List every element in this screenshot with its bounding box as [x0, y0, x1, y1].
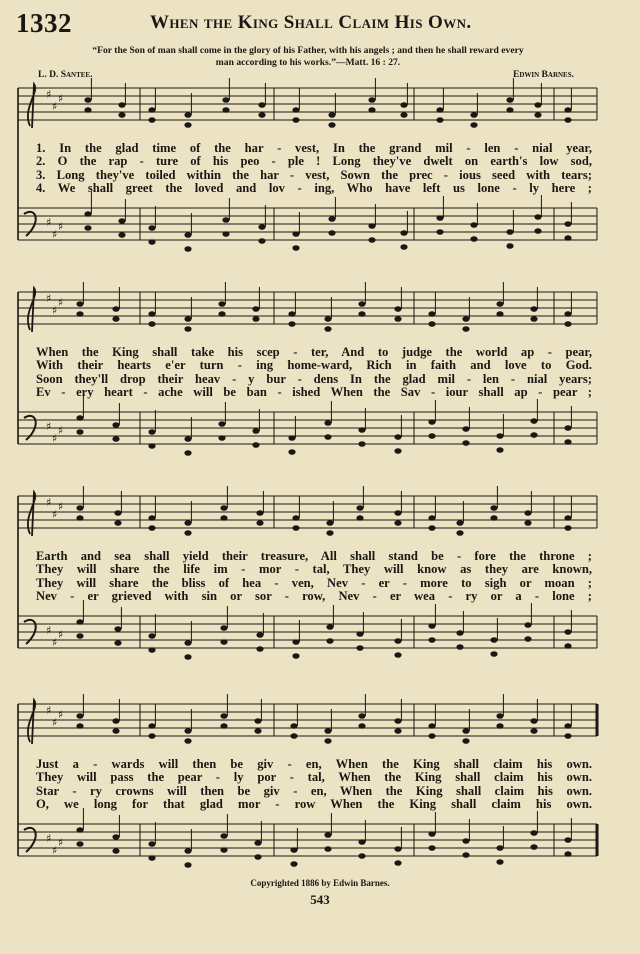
note-head: [326, 638, 333, 644]
note-head: [76, 827, 83, 833]
sharp-icon: ♯: [46, 292, 52, 305]
note-head: [524, 520, 531, 526]
note-head: [148, 107, 155, 113]
note-head: [114, 510, 121, 516]
note-head: [394, 652, 401, 658]
note-head: [258, 102, 265, 108]
note-head: [324, 728, 331, 734]
note-head: [328, 230, 335, 236]
note-head: [400, 102, 407, 108]
note-head: [148, 225, 155, 231]
note-head: [76, 311, 83, 317]
note-head: [358, 713, 365, 719]
note-head: [324, 846, 331, 852]
note-head: [534, 214, 541, 220]
lyrics-system-1: [36, 142, 592, 196]
sharp-icon: ♯: [58, 92, 64, 105]
note-head: [506, 229, 513, 235]
note-head: [76, 415, 83, 421]
note-head: [524, 510, 531, 516]
sharp-icon: ♯: [58, 424, 64, 437]
note-head: [564, 629, 571, 635]
note-head: [564, 837, 571, 843]
note-head: [292, 107, 299, 113]
note-head: [564, 321, 571, 327]
note-head: [326, 624, 333, 630]
note-head: [394, 638, 401, 644]
sharp-icon: ♯: [52, 432, 58, 445]
note-head: [564, 235, 571, 241]
note-head: [254, 854, 261, 860]
note-head: [530, 728, 537, 734]
note-head: [112, 834, 119, 840]
note-head: [506, 97, 513, 103]
sharp-icon: ♯: [52, 508, 58, 521]
note-head: [506, 107, 513, 113]
note-head: [462, 426, 469, 432]
note-head: [114, 626, 121, 632]
note-head: [530, 432, 537, 438]
lyric-line: When the King shall take his scep - ter, And to judge the world ap - pear,: [36, 346, 592, 359]
lyric-line: Nev - er grieved with sin or sor - row, Nev - er wea - ry or a - lone ;: [36, 590, 592, 604]
note-head: [252, 442, 259, 448]
note-head: [258, 112, 265, 118]
note-head: [290, 861, 297, 867]
note-head: [428, 433, 435, 439]
note-head: [184, 520, 191, 526]
note-head: [222, 107, 229, 113]
note-head: [184, 436, 191, 442]
note-head: [76, 619, 83, 625]
note-head: [358, 301, 365, 307]
note-head: [256, 520, 263, 526]
note-head: [148, 515, 155, 521]
note-head: [462, 440, 469, 446]
note-head: [148, 117, 155, 123]
note-head: [292, 653, 299, 659]
note-head: [84, 97, 91, 103]
note-head: [496, 723, 503, 729]
note-head: [356, 631, 363, 637]
note-head: [462, 728, 469, 734]
note-head: [462, 838, 469, 844]
note-head: [220, 833, 227, 839]
lyric-line: They will share the bliss of hea - ven, Nev - er - more to sigh or moan ;: [36, 576, 592, 590]
note-head: [428, 637, 435, 643]
lyric-line: 2. O the rap - ture of his peo - ple ! Long they've dwelt on earth's low sod,: [36, 155, 592, 169]
note-head: [112, 316, 119, 322]
note-head: [290, 733, 297, 739]
note-head: [184, 112, 191, 118]
note-head: [76, 429, 83, 435]
note-head: [148, 311, 155, 317]
note-head: [358, 427, 365, 433]
note-head: [428, 515, 435, 521]
note-head: [462, 326, 469, 332]
note-head: [394, 520, 401, 526]
epigraph-line-2: man according to his works.”—Matt. 16 : 27.: [215, 57, 401, 68]
note-head: [564, 643, 571, 649]
note-head: [288, 311, 295, 317]
note-head: [148, 321, 155, 327]
sharp-icon: ♯: [58, 628, 64, 641]
copyright-notice: Copyrighted 1886 by Edwin Barnes.: [250, 878, 390, 888]
note-head: [288, 321, 295, 327]
note-head: [220, 639, 227, 645]
note-head: [252, 316, 259, 322]
note-head: [496, 301, 503, 307]
note-head: [358, 839, 365, 845]
note-head: [76, 515, 83, 521]
note-head: [252, 306, 259, 312]
note-head: [112, 422, 119, 428]
note-head: [428, 623, 435, 629]
note-head: [394, 448, 401, 454]
lyricist-credit: L. D. Santee.: [38, 70, 93, 80]
note-head: [428, 733, 435, 739]
note-head: [76, 723, 83, 729]
sharp-icon: ♯: [58, 220, 64, 233]
hymn-number: 1332: [16, 8, 72, 38]
note-head: [456, 630, 463, 636]
note-head: [470, 112, 477, 118]
note-head: [84, 107, 91, 113]
sharp-icon: ♯: [58, 708, 64, 721]
note-head: [470, 222, 477, 228]
note-head: [220, 505, 227, 511]
note-head: [112, 848, 119, 854]
note-head: [220, 713, 227, 719]
note-head: [534, 112, 541, 118]
note-head: [496, 311, 503, 317]
sharp-icon: ♯: [46, 832, 52, 845]
note-head: [148, 239, 155, 245]
lyric-line: Just a - wards will then be giv - en, When the King shall claim his own.: [36, 758, 592, 771]
lyric-line: O, we long for that glad mor - row When the King shall claim his own.: [36, 798, 592, 812]
note-head: [148, 733, 155, 739]
note-head: [394, 316, 401, 322]
note-head: [184, 738, 191, 744]
treble-clef-icon: [28, 700, 35, 744]
note-head: [184, 450, 191, 456]
note-head: [530, 718, 537, 724]
note-head: [292, 231, 299, 237]
note-head: [368, 97, 375, 103]
lyric-line: Soon they'll drop their heav - y bur - dens In the glad mil - len - nial years;: [36, 372, 592, 386]
note-head: [524, 636, 531, 642]
note-head: [564, 733, 571, 739]
note-head: [428, 419, 435, 425]
note-head: [456, 644, 463, 650]
note-head: [496, 845, 503, 851]
epigraph-line-1: “For the Son of man shall come in the glory of his Father, with his angels ; and then he shall reward every: [92, 45, 524, 56]
note-head: [400, 230, 407, 236]
note-head: [462, 852, 469, 858]
composer-credit: Edwin Barnes.: [513, 70, 574, 80]
sharp-icon: ♯: [52, 716, 58, 729]
note-head: [436, 229, 443, 235]
note-head: [324, 434, 331, 440]
note-head: [218, 435, 225, 441]
note-head: [394, 728, 401, 734]
note-head: [490, 515, 497, 521]
note-head: [368, 107, 375, 113]
note-head: [428, 525, 435, 531]
sharp-icon: ♯: [46, 624, 52, 637]
note-head: [394, 306, 401, 312]
note-head: [496, 433, 503, 439]
note-head: [256, 510, 263, 516]
sharp-icon: ♯: [58, 500, 64, 513]
note-head: [76, 841, 83, 847]
treble-clef-icon: [28, 288, 35, 332]
note-head: [184, 316, 191, 322]
note-head: [76, 633, 83, 639]
note-head: [436, 215, 443, 221]
note-head: [428, 845, 435, 851]
note-head: [254, 840, 261, 846]
note-head: [84, 225, 91, 231]
note-head: [356, 515, 363, 521]
sharp-icon: ♯: [52, 100, 58, 113]
note-head: [534, 228, 541, 234]
note-head: [148, 429, 155, 435]
note-head: [324, 316, 331, 322]
sharp-icon: ♯: [46, 496, 52, 509]
note-head: [470, 122, 477, 128]
note-head: [222, 97, 229, 103]
lyric-line: Star - ry crowns will then be giv - en, When the King shall claim his own.: [36, 784, 592, 798]
note-head: [148, 855, 155, 861]
note-head: [534, 102, 541, 108]
note-head: [328, 216, 335, 222]
note-head: [292, 525, 299, 531]
note-head: [530, 830, 537, 836]
note-head: [496, 447, 503, 453]
treble-clef-icon: [28, 84, 35, 128]
lyric-line: With their hearts e'er turn - ing home-ward, Rich in faith and love to God.: [36, 359, 592, 373]
note-head: [456, 530, 463, 536]
note-head: [506, 243, 513, 249]
note-head: [258, 238, 265, 244]
note-head: [218, 421, 225, 427]
sharp-icon: ♯: [46, 704, 52, 717]
note-head: [356, 645, 363, 651]
sharp-icon: ♯: [52, 844, 58, 857]
note-head: [368, 223, 375, 229]
note-head: [184, 654, 191, 660]
note-head: [564, 439, 571, 445]
note-head: [490, 505, 497, 511]
note-head: [292, 245, 299, 251]
note-head: [564, 525, 571, 531]
sharp-icon: ♯: [46, 420, 52, 433]
note-head: [400, 112, 407, 118]
note-head: [288, 435, 295, 441]
note-head: [358, 311, 365, 317]
note-head: [184, 848, 191, 854]
page-number: 543: [310, 892, 330, 907]
note-head: [218, 301, 225, 307]
note-head: [184, 246, 191, 252]
note-head: [76, 713, 83, 719]
note-head: [76, 505, 83, 511]
note-head: [324, 738, 331, 744]
note-head: [394, 860, 401, 866]
note-head: [394, 434, 401, 440]
note-head: [220, 515, 227, 521]
lyric-line: 4. We shall greet the loved and lov - ing, Who have left us lone - ly here ;: [36, 182, 592, 196]
note-head: [256, 646, 263, 652]
note-head: [220, 625, 227, 631]
lyric-line: 3. Long they've toiled within the har - vest, Sown the prec - ious seed with tears;: [36, 168, 592, 182]
note-head: [564, 311, 571, 317]
note-head: [358, 441, 365, 447]
note-head: [564, 221, 571, 227]
hymn-title: When the King Shall Claim His Own.: [150, 12, 472, 33]
note-head: [112, 718, 119, 724]
note-head: [252, 428, 259, 434]
note-head: [184, 122, 191, 128]
note-head: [530, 316, 537, 322]
note-head: [184, 326, 191, 332]
note-head: [324, 832, 331, 838]
note-head: [256, 632, 263, 638]
note-head: [394, 718, 401, 724]
note-head: [368, 237, 375, 243]
note-head: [564, 117, 571, 123]
note-head: [112, 728, 119, 734]
note-head: [358, 723, 365, 729]
note-head: [148, 841, 155, 847]
note-head: [470, 236, 477, 242]
note-head: [496, 713, 503, 719]
note-head: [400, 244, 407, 250]
note-head: [184, 728, 191, 734]
note-head: [564, 425, 571, 431]
note-head: [112, 436, 119, 442]
note-head: [112, 306, 119, 312]
note-head: [184, 862, 191, 868]
note-head: [218, 311, 225, 317]
note-head: [358, 853, 365, 859]
note-head: [148, 443, 155, 449]
lyric-line: 1. In the glad time of the har - vest, In the grand mil - len - nial year,: [36, 142, 592, 155]
note-head: [428, 321, 435, 327]
lyric-line: They will pass the pear - ly por - tal, When the King shall claim his own.: [36, 771, 592, 785]
note-head: [254, 718, 261, 724]
note-head: [436, 117, 443, 123]
note-head: [456, 520, 463, 526]
note-head: [326, 530, 333, 536]
note-head: [114, 520, 121, 526]
note-head: [148, 723, 155, 729]
note-head: [220, 847, 227, 853]
treble-clef-icon: [28, 492, 35, 536]
note-head: [118, 112, 125, 118]
lyrics-system-3: [36, 550, 592, 604]
note-head: [118, 232, 125, 238]
note-head: [490, 637, 497, 643]
note-head: [564, 723, 571, 729]
sharp-icon: ♯: [58, 296, 64, 309]
note-head: [148, 647, 155, 653]
sharp-icon: ♯: [46, 216, 52, 229]
note-head: [428, 311, 435, 317]
lyric-line: They will share the life im - mor - tal, They will know as they are known,: [36, 563, 592, 577]
note-head: [328, 112, 335, 118]
note-head: [490, 651, 497, 657]
note-head: [292, 515, 299, 521]
lyrics-system-4: [36, 758, 592, 812]
note-head: [326, 520, 333, 526]
note-head: [564, 515, 571, 521]
note-head: [530, 306, 537, 312]
note-head: [428, 723, 435, 729]
note-head: [462, 316, 469, 322]
note-head: [530, 418, 537, 424]
note-head: [530, 844, 537, 850]
lyric-line: Earth and sea shall yield their treasure, All shall stand be - fore the throne ;: [36, 550, 592, 563]
note-head: [436, 107, 443, 113]
lyrics-system-2: [36, 346, 592, 400]
note-head: [118, 218, 125, 224]
note-head: [394, 510, 401, 516]
note-head: [148, 633, 155, 639]
note-head: [356, 505, 363, 511]
note-head: [328, 122, 335, 128]
lyric-line: Ev - ery heart - ache will be ban - ished When the Sav - iour shall ap - pear ;: [36, 386, 592, 400]
note-head: [564, 107, 571, 113]
note-head: [290, 723, 297, 729]
note-head: [76, 301, 83, 307]
note-head: [394, 846, 401, 852]
sharp-icon: ♯: [52, 228, 58, 241]
note-head: [496, 859, 503, 865]
note-head: [118, 102, 125, 108]
note-head: [428, 831, 435, 837]
note-head: [222, 231, 229, 237]
note-head: [184, 640, 191, 646]
note-head: [564, 851, 571, 857]
note-head: [254, 728, 261, 734]
note-head: [114, 640, 121, 646]
note-head: [258, 224, 265, 230]
note-head: [292, 639, 299, 645]
note-head: [220, 723, 227, 729]
note-head: [288, 449, 295, 455]
note-head: [524, 622, 531, 628]
note-head: [292, 117, 299, 123]
note-head: [222, 217, 229, 223]
note-head: [184, 530, 191, 536]
sharp-icon: ♯: [58, 836, 64, 849]
note-head: [290, 847, 297, 853]
sharp-icon: ♯: [52, 304, 58, 317]
note-head: [184, 232, 191, 238]
note-head: [324, 420, 331, 426]
note-head: [84, 211, 91, 217]
note-head: [462, 738, 469, 744]
note-head: [148, 525, 155, 531]
sharp-icon: ♯: [52, 636, 58, 649]
sharp-icon: ♯: [46, 88, 52, 101]
note-head: [324, 326, 331, 332]
